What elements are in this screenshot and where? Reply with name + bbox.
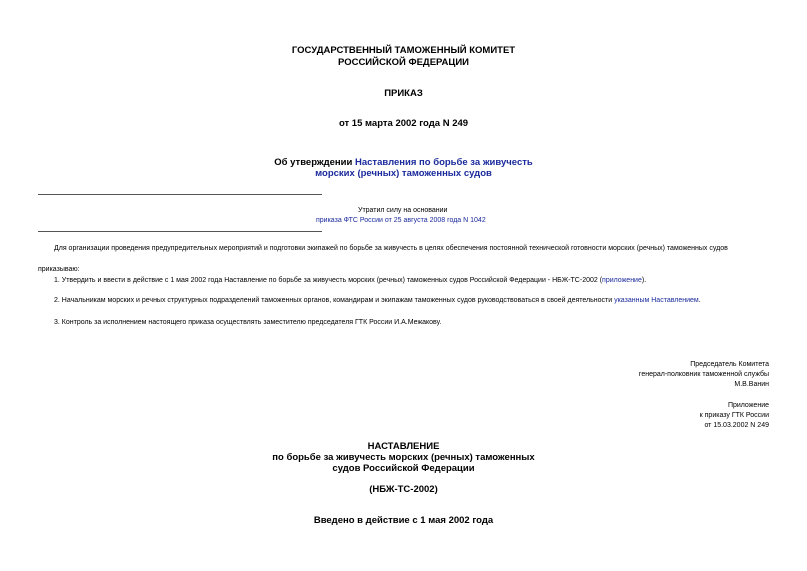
subject-prefix: Об утверждении xyxy=(274,157,355,168)
manual-reference-link[interactable]: указанным Наставлением xyxy=(614,297,699,304)
repeal-order-link[interactable]: приказа ФТС России от 25 августа 2008 года N 1042 xyxy=(316,217,486,224)
manual-link-line2[interactable]: морских (речных) таможенных судов xyxy=(315,168,492,179)
doc-type-title: ПРИКАЗ xyxy=(384,88,423,99)
item-1-text: 1. Утвердить и ввести в действие с 1 мая 2002 года Наставление по борьбе за живучесть морских (речных) таможенных судов Российской Федерации - НБЖ-ТС-2002 ( xyxy=(54,277,603,284)
annex-effective-date: Введено в действие с 1 мая 2002 года xyxy=(313,515,494,526)
annex-subtitle-line2: судов Российской Федерации xyxy=(332,463,475,474)
item-2 xyxy=(54,296,701,305)
item-1 xyxy=(54,276,646,285)
order-word: приказываю: xyxy=(38,266,80,273)
org-name-line1: ГОСУДАРСТВЕННЫЙ ТАМОЖЕННЫЙ КОМИТЕТ xyxy=(291,45,516,56)
appendix-order-ref: к приказу ГТК России xyxy=(699,412,769,419)
preamble-text: Для организации проведения предупредительных мероприятий и подготовки экипажей по борьбе за живучесть в целях обеспечения постоянной технической готовности морских (речных) таможенных судов xyxy=(54,245,728,252)
signature-rank: генерал-полковник таможенной службы xyxy=(638,371,769,378)
item-2-text: 2. Начальникам морских и речных структурных подразделений таможенных органов, командирам и экипажам таможенных судов руководствоваться в своей деятельности xyxy=(54,297,615,304)
appendix-date-ref: от 15.03.2002 N 249 xyxy=(704,422,769,429)
subject-line1 xyxy=(0,157,807,168)
doc-date-number: от 15 марта 2002 года N 249 xyxy=(338,118,469,129)
item-2-end: . xyxy=(698,297,701,304)
annex-title: НАСТАВЛЕНИЕ xyxy=(367,441,440,452)
signature-name: М.В.Ванин xyxy=(734,381,769,388)
appendix-label: Приложение xyxy=(727,402,769,409)
annex-code: (НБЖ-ТС-2002) xyxy=(369,484,438,495)
item-1-end: ). xyxy=(641,277,647,284)
item-3: 3. Контроль за исполнением настоящего приказа осуществлять заместителю председателя ГТК России И.А.Межакову. xyxy=(54,319,442,326)
annex-subtitle-line1: по борьбе за живучесть морских (речных) таможенных xyxy=(272,452,535,463)
org-name-line2: РОССИЙСКОЙ ФЕДЕРАЦИИ xyxy=(337,57,469,68)
appendix-link[interactable]: приложение xyxy=(602,277,642,284)
lost-force-text: Утратил силу на основании xyxy=(358,207,448,214)
manual-link-line1[interactable]: Наставления по борьбе за живучесть xyxy=(354,157,533,168)
divider-top xyxy=(38,194,322,195)
divider-bottom xyxy=(38,231,322,232)
signature-title: Председатель Комитета xyxy=(690,361,769,368)
